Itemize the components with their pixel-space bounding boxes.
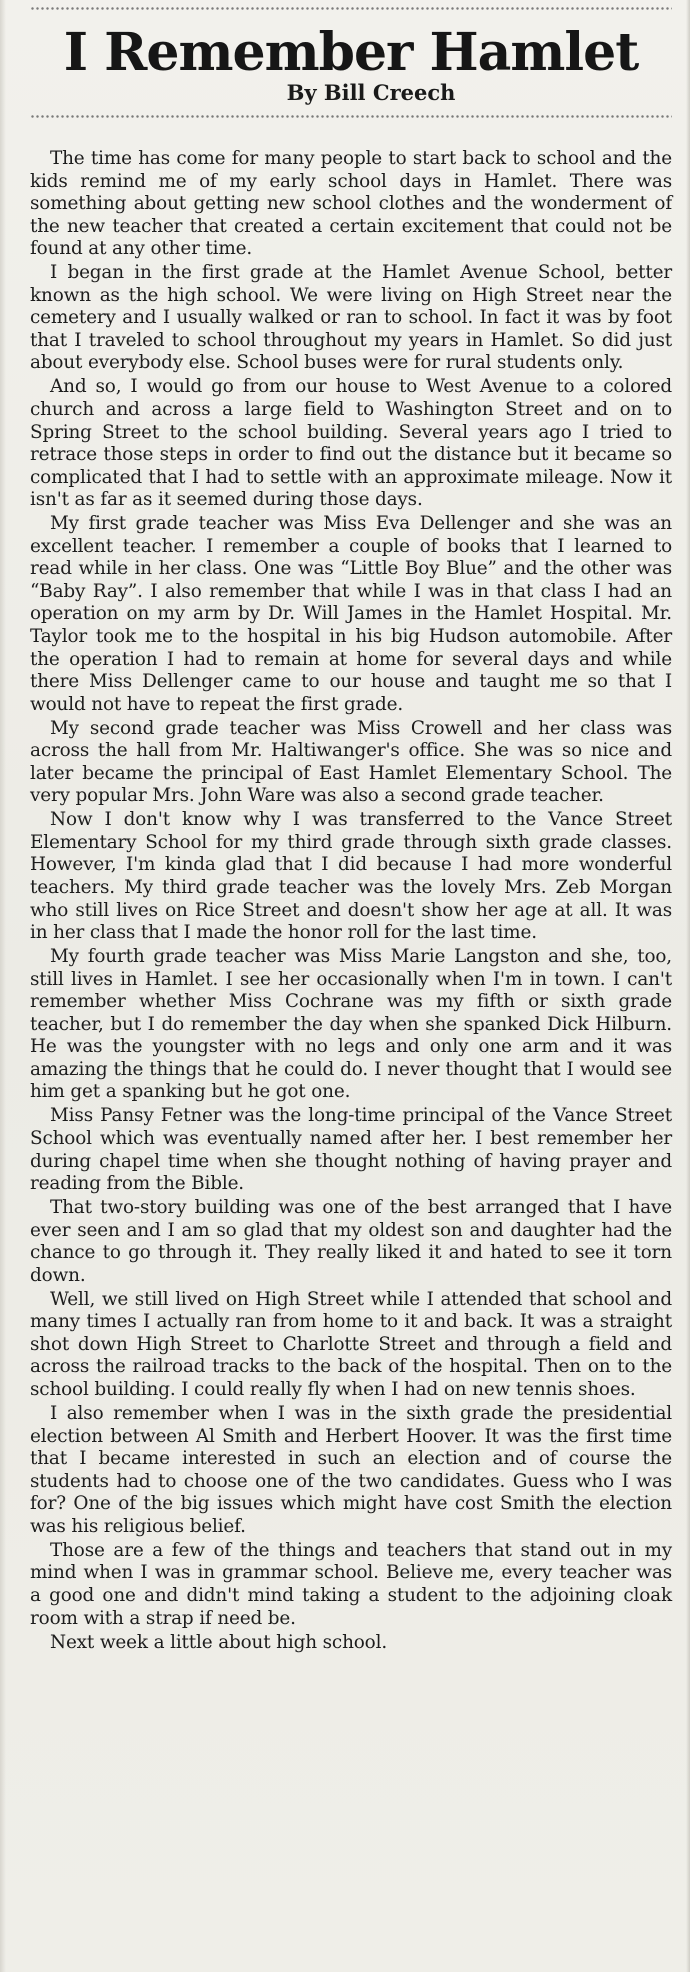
paragraph-second-grade-teacher: My second grade teacher was Miss Crowell and her class was across the hall from Mr. Haltiwanger's office. She was so nice and later became the principal of East Hamlet Elementary School. The very popular Mrs. John Ware was also a second grade teacher. (30, 717, 672, 807)
article-body (30, 148, 672, 1654)
paragraph-two-story-building: That two-story building was one of the best arranged that I have ever seen and I am so glad that my oldest son and daughter had the chance to go through it. They really liked it and hated to see it torn down. (30, 1197, 672, 1286)
paragraph-vance-street-transfer: Now I don't know why I was transferred to the Vance Street Elementary School for my third grade through sixth grade classes. However, I'm kinda glad that I did because I had more wonderful teachers. My third grade teacher was the lovely Mrs. Zeb Morgan who still lives on Rice Street and doesn't show her age at all. It was in her class that I made the honor roll for the last time. (30, 809, 672, 944)
article-byline: By Bill Creech (286, 80, 456, 105)
paragraph-fourth-grade-teacher: My fourth grade teacher was Miss Marie Langston and she, too, still lives in Hamlet. I see her occasionally when I'm in town. I can't remember whether Miss Cochrane was my fifth or sixth grade teacher, but I do remember the day when she spanked Dick Hilburn. He was the youngster with no legs and only one arm and it was amazing the things that he could do. I never thought that I would see him get a spanking but he got one. (30, 946, 672, 1103)
paragraph-route-to-school: And so, I would go from our house to West Avenue to a colored church and across a large field to Washington Street and on to Spring Street to the school building. Several years ago I tried to retrace those steps in order to find out the distance but it became so complicated that I had to settle with an approximate mileage. Now it isn't as far as it seemed during those days. (30, 376, 672, 511)
paragraph-school-clothes: The time has come for many people to start back to school and the kids remind me of my early school days in Hamlet. There was something about getting new school clothes and the wonderment of the new teacher that created a certain excitement that could not be found at any other time. (30, 148, 672, 260)
paragraph-first-grade-teacher: My first grade teacher was Miss Eva Dellenger and she was an excellent teacher. I remember a couple of books that I learned to read while in her class. One was “Little Boy Blue” and the other was “Baby Ray”. I also remember that while I was in that class I had an operation on my arm by Dr. Will James in the Hamlet Hospital. Mr. Taylor took me to the hospital in his big Hudson automobile. After the operation I had to remain at home for several days and while there Miss Dellenger came to our house and taught me so that I would not have to repeat the first grade. (30, 513, 672, 715)
paragraph-running-to-school: Well, we still lived on High Street while I attended that school and many times I actually ran from home to it and back. It was a straight shot down High Street to Charlotte Street and through a field and across the railroad tracks to the back of the hospital. Then on to the school building. I could really fly when I had on new tennis shoes. (30, 1288, 672, 1401)
paragraph-principal-fetner: Miss Pansy Fetner was the long-time principal of the Vance Street School which was eventually named after her. I best remember her during chapel time when she thought nothing of having prayer and reading from the Bible. (30, 1105, 672, 1195)
paragraph-first-grade-school: I began in the first grade at the Hamlet Avenue School, better known as the high school. We were living on High Street near the cemetery and I usually walked or ran to school. In fact it was by foot that I traveled to school throughout my years in Hamlet. So did just about everybody else. School buses were for rural students only. (30, 262, 672, 374)
article-headline: I Remember Hamlet (63, 22, 639, 83)
top-dotted-rule (30, 2, 672, 16)
paragraph-presidential-election: I also remember when I was in the sixth grade the presidential election between Al Smith and Herbert Hoover. It was the first time that I became interested in such an election and of course the students had to choose one of the two candidates. Guess who I was for? One of the big issues which might have cost Smith the election was his religious belief. (30, 1403, 672, 1537)
paragraph-next-week: Next week a little about high school. (50, 1631, 388, 1653)
paragraph-grammar-school-teachers: Those are a few of the things and teachers that stand out in my mind when I was in grammar school. Believe me, every teacher was a good one and didn't mind taking a student to the adjoining cloak room with a strap if need be. (30, 1539, 672, 1629)
bottom-dotted-rule (30, 110, 672, 124)
paper-right-edge (686, 0, 690, 1972)
paper-left-edge (0, 0, 6, 1972)
